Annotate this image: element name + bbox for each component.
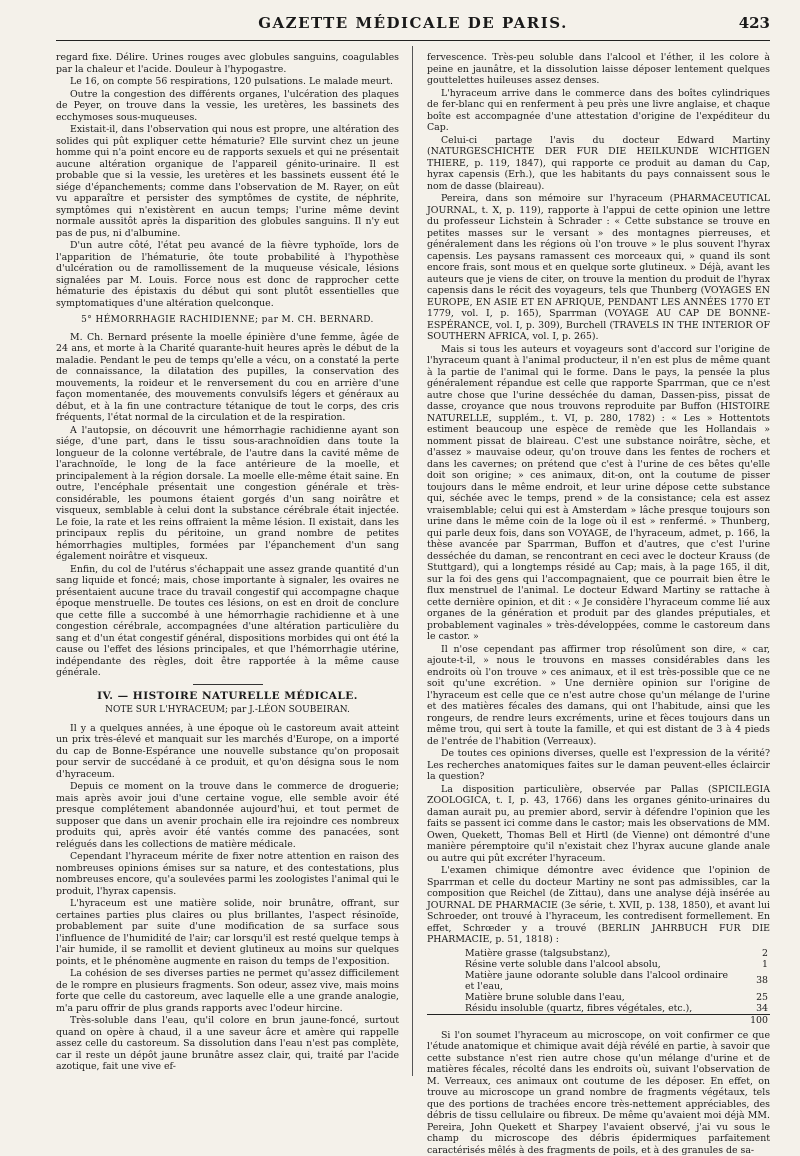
paragraph: Il y a quelques années, à une époque où le castoreum avait atteint un prix très-élevé et manquait sur les marchés d'Europe, on a importé du cap de Bonne-Espérance une nouvelle substance qu'on proposait pour servir de succédané à ce produit, et qu'on désigna sous le nom d'hyraceum.: [56, 723, 399, 781]
composition-label: Résine verte soluble dans l'alcool absolu,: [427, 959, 730, 970]
section-heading-histoire-naturelle: IV. — HISTOIRE NATURELLE MÉDICALE.: [56, 691, 399, 703]
table-row: [427, 948, 770, 959]
table-row: [427, 970, 770, 992]
table-row: [427, 959, 770, 970]
paragraph: L'hyraceum est une matière solide, noir brunâtre, offrant, sur certaines parties plus claires ou plus brillantes, l'aspect résinoïde, probablement par suite d'une modification de sa surface sous l'influence de l'humidité de l'air; car lorsqu'il est resté quelque temps à l'air humide, il se ramollit et devient glutineux au moins sur quelques points, et le phénomène augmente en raison du temps de l'exposition.: [56, 898, 399, 967]
paragraph: Le 16, on compte 56 respirations, 120 pulsations. Le malade meurt.: [56, 76, 399, 88]
column-divider: [412, 46, 413, 1076]
paragraph: A l'autopsie, on découvrit une hémorrhagie rachidienne ayant son siége, d'une part, dans le tissu sous-arachnoïdien dans toute la longueur de la colonne vertébrale, de l'autre dans la cavité même de l'arachnoïde, le long de la face antérieure de la moelle, et principalement à la région dorsale. La moelle elle-même était saine. En outre, l'encéphale présentait une congestion générale et très-considérable, les poumons étaient gorgés d'un sang noirâtre et visqueux, semblable à celui dont la substance cérébrale était injectée. Le foie, la rate et les reins offraient la même lésion. Il existait, dans les principaux replis du péritoine, un grand nombre de petites hémorrhagies multiples, formées par l'épanchement d'un sang également noirâtre et visqueux.: [56, 425, 399, 563]
header-rule: [56, 40, 770, 41]
paragraph: Si l'on soumet l'hyraceum au microscope, on voit confirmer ce que l'étude anatomique et chimique avait déjà révélé en partie, à savoir que cette substance n'est rien autre chose qu'un mélange d'urine et de matières fécales, récolté dans les endroits où, suivant l'observation de M. Verreaux, ces animaux ont coutume de les déposer. En effet, on trouve au microscope un grand nombre de fragments végétaux, tels que des portions de trachées encore très-nettement appréciables, des débris de tissu cellulaire ou fibreux. De même qu'avaient moi déjà MM. Pereira, John Quekett et Sharpey l'avaient observé, j'ai vu sous le champ du microscope des débris épidermiques parfaitement caractérisés mêlés à des fragments de poils, et à des granules de sa-: [427, 1030, 770, 1156]
paragraph: La disposition particulière, observée par Pallas (SPICILEGIA ZOOLOGICA, t. I, p. 43, 1766) dans les organes génito-urinaires du daman aurait pu, au premier abord, servir à défendre l'opinion que les faits se passent ici comme dans le castor; mais les observations de MM. Owen, Quekett, Thomas Bell et Hirtl (de Vienne) ont démontré d'une manière péremptoire qu'il n'existait chez l'hyrax aucune glande anale ou autre qui pût excréter l'hyraceum.: [427, 784, 770, 865]
composition-label: Matière brune soluble dans l'eau,: [427, 992, 730, 1003]
paragraph: Outre la congestion des différents organes, l'ulcération des plaques de Peyer, on trouve dans la vessie, les uretères, les bassinets des ecchymoses sous-muqueuses.: [56, 89, 399, 124]
composition-table: [427, 948, 770, 1026]
table-row: [427, 992, 770, 1003]
paragraph: Cependant l'hyraceum mérite de fixer notre attention en raison des nombreuses opinions émises sur sa nature, et des contestations, plus nombreuses encore, qu'a soulevées parmi les zoologistes l'animal qui le produit, l'hyrax capensis.: [56, 851, 399, 897]
composition-label: Matière grasse (talgsubstanz),: [427, 948, 730, 959]
paragraph: regard fixe. Délire. Urines rouges avec globules sanguins, coagulables par la chaleur et l'acide. Douleur à l'hypogastre.: [56, 52, 399, 75]
paragraph: Enfin, du col de l'utérus s'échappait une assez grande quantité d'un sang liquide et foncé; mais, chose importante à signaler, les ovaires ne présentaient aucune trace du travail congestif qui accompagne chaque époque menstruelle. De toutes ces lésions, on est en droit de conclure que cette fille a succombé à une hémorrhagie rachidienne et à une congestion cérébrale, accompagnées d'une altération particulière du sang et d'un état congestif général, dispositions morbides qui ont été la cause ou l'effet des lésions principales, et que l'hémorrhagie utérine, indépendante des règles, doit être rapportée à la même cause générale.: [56, 564, 399, 679]
composition-value: 1: [730, 959, 770, 970]
journal-title: GAZETTE MÉDICALE DE PARIS.: [56, 14, 770, 32]
paragraph: Existait-il, dans l'observation qui nous est propre, une altération des solides qui pût expliquer cette hématurie? Elle survint chez un jeune homme qui n'a point encore eu de rapports sexuels et qui ne présentait aucune altération organique de l'appareil génito-urinaire. Il est probable que si la vessie, les uretères et les bassinets eussent été le siége d'épanchements; comme dans l'observation de M. Rayer, on eût vu apparaître et persister des symptômes de cystite, de néphrite, symptômes qui n'existèrent en aucun temps; l'urine même devint normale aussitôt après la disparition des globules sanguins. Il n'y eut pas de pus, ni d'albumine.: [56, 124, 399, 239]
paragraph: Pereira, dans son mémoire sur l'hyraceum (PHARMACEUTICAL JOURNAL, t. X, p. 119), rapporte à l'appui de cette opinion une lettre du professeur Lichstein à Schrader : « Cette substance se trouve en petites masses sur le versant » des montagnes pierreuses, et généralement dans les régions où l'on trouve » le plus souvent l'hyrax capensis. Les paysans ramassent ces morceaux qui, » quand ils sont encore frais, sont mous et en quelque sorte glutineux. » Déjà, avant les auteurs que je viens de citer, on trouve la mention du produit de l'hyrax capensis dans le récit des voyageurs, tels que Thunberg (VOYAGES EN EUROPE, EN ASIE ET EN AFRIQUE, PENDANT LES ANNÉES 1770 ET 1779, vol. I, p. 165), Sparrman (VOYAGE AU CAP DE BONNE-ESPÉRANCE, vol. I, p. 309), Burchell (TRAVELS IN THE INTERIOR OF SOUTHERN AFRICA, vol. I, p. 265).: [427, 193, 770, 343]
composition-value: 38: [730, 970, 770, 992]
paragraph: M. Ch. Bernard présente la moelle épinière d'une femme, âgée de 24 ans, et morte à la Charité quarante-huit heures après le début de la maladie. Pendant le peu de temps qu'elle a vécu, on a constaté la perte de connaissance, la dilatation des pupilles, la conservation des mouvements, la roideur et le renversement du cou en arrière d'une façon momentanée, des mouvements convulsifs légers et généraux au début, et à la fin une contracture tétanique de tout le corps, des cris fréquents, l'état normal de la circulation et de la respiration.: [56, 332, 399, 424]
paragraph: Mais si tous les auteurs et voyageurs sont d'accord sur l'origine de l'hyraceum quant à l'animal producteur, il n'en est plus de même quant à la partie de l'animal qui le forme. Dans le pays, la pensée la plus généralement répandue est celle que rapporte Sparrman, que ce n'est autre chose que l'urine desséchée du daman, Dassen-piss, pissat de dasse, croyance que nous trouvons reproduite par Buffon (HISTOIRE NATURELLE, supplém., t. VI, p. 280, 1782) : « Les » Hottentots estiment beaucoup une espèce de remède que les Hollandais » nomment pissat de blaireau. C'est une substance noirâtre, sèche, et d'assez » mauvaise odeur, qu'on trouve dans les fentes de rochers et dans les cavernes; on prétend que c'est à l'urine de ces bêtes qu'elle doit son origine; » ces animaux, dit-on, ont la coutume de pisser toujours dans le même endroit, et leur urine dépose cette substance qui, séchée avec le temps, prend » de la consistance; cela est assez vraisemblable; celui qui est à Amsterdam » lâche presque toujours son urine dans le même coin de la loge où il est » renfermé. » Thunberg, qui parle deux fois, dans son VOYAGE, de l'hyraceum, admet, p. 166, la thèse avancée par Sparrman, Buffon et d'autres, que c'est l'urine desséchée du daman, se rencontrant en ceci avec le docteur Krauss (de Stuttgard), qui a longtemps résidé au Cap; mais, à la page 165, il dit, sur la foi des gens qui l'accompagnaient, que ce pourrait bien être le flux menstruel de l'animal. Le docteur Edward Martiny se rattache à cette dernière opinion, et dit : « Je considère l'hyraceum comme lié aux organes de la génération et produit par des glandes préputiales, et probablement vaginales » très-développées, comme le castoreum dans le castor. »: [427, 344, 770, 643]
paragraph: fervescence. Très-peu soluble dans l'alcool et l'éther, il les colore à peine en jaunâtre, et la dissolution laisse déposer lentement quelques gouttelettes huileuses assez denses.: [427, 52, 770, 87]
article-title-hyraceum: NOTE SUR L'HYRACEUM; par J.-LÉON SOUBEIRAN.: [56, 705, 399, 717]
table-total-row: [427, 1014, 770, 1026]
paragraph: Très-soluble dans l'eau, qu'il colore en brun jaune-foncé, surtout quand on opère à chaud, il a une saveur âcre et amère qui rappelle assez celle du castoreum. Sa dissolution dans l'eau n'est pas complète, car il reste un dépôt jaune brunâtre assez clair, qui, traité par l'acide azotique, fait une vive ef-: [56, 1015, 399, 1073]
paragraph: D'un autre côté, l'état peu avancé de la fièvre typhoïde, lors de l'apparition de l'hématurie, ôte toute probabilité à l'hypothèse d'ulcération ou de ramollissement de la muqueuse vésicale, lésions signalées par M. Louis. Force nous est donc de rapprocher cette hématurie des épistaxis du début qui sont plutôt essentielles que symptomatiques d'une altération quelconque.: [56, 240, 399, 309]
paragraph: L'examen chimique démontre avec évidence que l'opinion de Sparrman et celle du docteur Martiny ne sont pas admissibles, car la composition que Reichel (de Zittau), dans une analyse déjà insérée au JOURNAL DE PHARMACIE (3e série, t. XVII, p. 138, 1850), et avant lui Schroeder, ont trouvé à l'hyraceum, les contredisent formellement. En effet, Schrœder y a trouvé (BERLIN JAHRBUCH FUR DIE PHARMACIE, p. 51, 1818) :: [427, 865, 770, 946]
composition-label: Matière jaune odorante soluble dans l'alcool ordinaire et l'eau,: [427, 970, 730, 992]
section-heading-hemorrhagie: 5° HÉMORRHAGIE RACHIDIENNE; par M. CH. BERNARD.: [56, 315, 399, 327]
paragraph: La cohésion de ses diverses parties ne permet qu'assez difficilement de le rompre en plusieurs fragments. Son odeur, assez vive, mais moins forte que celle du castoreum, avec laquelle elle a une grande analogie, m'a paru offrir de plus grands rapports avec l'odeur hircine.: [56, 968, 399, 1014]
composition-label: Résidu insoluble (quartz, fibres végétales, etc.),: [427, 1003, 730, 1015]
composition-value: 25: [730, 992, 770, 1003]
page-number: 423: [739, 14, 770, 32]
spacer: [427, 1014, 730, 1026]
table-row: [427, 1003, 770, 1015]
paragraph: L'hyraceum arrive dans le commerce dans des boîtes cylindriques de fer-blanc qui en renferment à peu près une livre anglaise, et chaque boîte est accompagnée d'une attestation d'origine de l'expéditeur du Cap.: [427, 88, 770, 134]
left-column: [56, 52, 399, 1072]
running-header: [56, 14, 770, 40]
paragraph: Il n'ose cependant pas affirmer trop résolûment son dire, « car, ajoute-t-il, » nous le trouvons en masses considérables dans les endroits où l'on trouve » ces animaux, et il est très-possible que ce ne soit qu'une excrétion. » Une dernière opinion sur l'origine de l'hyraceum est celle que ce n'est autre chose qu'un mélange de l'urine et des matières fécales des damans, qui ont l'habitude, ainsi que les rongeurs, de rendre leurs excréments, urine et fèces toujours dans un même trou, qui sert à toute la famille, et qui est distant de 3 à 4 pieds de l'entrée de l'habition (Verreaux).: [427, 644, 770, 748]
paragraph: Depuis ce moment on la trouve dans le commerce de droguerie; mais après avoir joui d'une certaine vogue, elle semble avoir été presque complétement abandonnée aujourd'hui, et tout permet de supposer que dans un avenir prochain elle ira rejoindre ces nombreux produits qui, après avoir été vantés comme des panacées, sont relégués dans les collections de matière médicale.: [56, 781, 399, 850]
paragraph: Celui-ci partage l'avis du docteur Edward Martiny (NATURGESCHICHTE DER FUR DIE HEILKUNDE WICHTIGEN THIERE, p. 119, 1847), qui rapporte ce produit au daman du Cap, hyrax capensis (Erh.), que les habitants du pays connaissent sous le nom de dasse (blaireau).: [427, 135, 770, 193]
composition-total: 100: [730, 1014, 770, 1026]
right-column: [427, 52, 770, 1072]
composition-value: 34: [730, 1003, 770, 1015]
composition-value: 2: [730, 948, 770, 959]
section-separator: [193, 684, 263, 685]
paragraph: De toutes ces opinions diverses, quelle est l'expression de la vérité? Les recherches anatomiques faites sur le daman peuvent-elles éclaircir la question?: [427, 748, 770, 783]
